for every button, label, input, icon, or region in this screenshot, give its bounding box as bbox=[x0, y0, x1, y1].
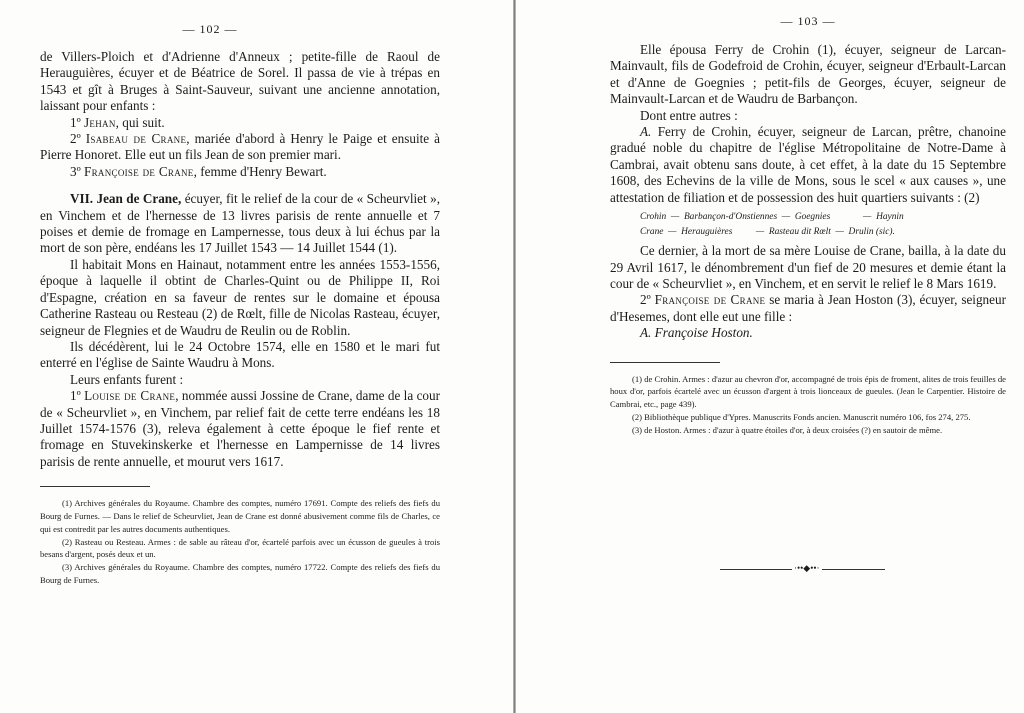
footnote: (3) de Hoston. Armes : d'azur à quatre étoiles d'or, à deux croisées (?) en sautoir de même. bbox=[632, 424, 943, 435]
list-item: 1º Louise de Crane, nommée aussi Jossine de Crane, dame de la cour de « Scheurvliet », en Vinchem, par relief fait de cette terre endéans les 18 Juillet 1574-1576 (3), releva également à cette époque le fief rente et fromage en Stuvekinskerke et l'hernesse en Lampernisse de 14 livres parisis de rente annuelle, et mourut vers 1617. bbox=[40, 388, 441, 469]
footnotes bbox=[610, 373, 1006, 437]
page-number: — 102 — bbox=[182, 22, 238, 36]
paragraph: Dont entre autres : bbox=[640, 107, 738, 123]
section-heading: VII. Jean de Crane, bbox=[70, 191, 182, 207]
paragraph: Leurs enfants furent : bbox=[70, 371, 184, 387]
footnote: (1) de Crohin. Armes : d'azur au chevron d'or, accompagné de trois épis de froment, alites de trois feuilles de houx d'or, parfois écartelé avec un écusson d'argent à trois lionceaux de gueules. (Jean le Carpentier. Histoire de Cambrai, etc., page 439). bbox=[610, 373, 1006, 410]
list-item: 2º Françoise de Crane se maria à Jean Hoston (3), écuyer, seigneur d'Hesemes, dont elle eut une fille : bbox=[610, 292, 1006, 324]
book-gutter bbox=[513, 0, 516, 713]
paragraph: Ce dernier, à la mort de sa mère Louise de Crane, bailla, à la date du 29 Avril 1617, le dénombrement d'un fief de 20 mesures et demie étant la cour de « Scheurvliet », en Vinchem, et en servit le relief le 8 Mars 1619. bbox=[610, 243, 1006, 292]
quarters-row: Crane — Herauguières — Rasteau dit Rœlt — Drulin (sic). bbox=[640, 226, 895, 237]
footnotes bbox=[40, 497, 440, 587]
end-ornament bbox=[720, 563, 885, 573]
footnote: (2) Rasteau ou Resteau. Armes : de sable au râteau d'or, écartelé parfois avec un écusson de gueules à trois besans d'argent, posés deux et un. bbox=[40, 536, 440, 560]
paragraph: Il habitait Mons en Hainaut, notamment entre les années 1553-1556, époque à laquelle il obtint de Charles-Quint ou de Philippe II, Roi d'Espagne, création en sa faveur de rentes sur le domaine et épousa Catherine Rasteau ou Resteau (2) de Rœlt, fille de Nicolas Rasteau, écuyer, seigneur de Flegnies et de Waudru de Reulin ou de Roblin. bbox=[40, 256, 440, 338]
list-item: 2º Isabeau de Crane, mariée d'abord à Henry le Paige et ensuite à Pierre Honoret. Elle eut un fils Jean de son premier mari. bbox=[40, 131, 441, 163]
footnote-rule bbox=[610, 362, 720, 363]
right-page-body bbox=[610, 42, 1006, 437]
footnote-rule bbox=[40, 486, 150, 487]
section-paragraph: VII. Jean de Crane, écuyer, fit le relief de la cour de « Scheurvliet », en Vinchem et de l'hernesse de 13 livres parisis de rente annuelle et 7 poises et demie de fromage en Lampernesse, tous deux à lui échus par la mort de son père, endéans les 17 Juillet 1543 — 14 Juillet 1544 (1). bbox=[40, 191, 440, 256]
list-item: A. Françoise Hoston. bbox=[640, 325, 753, 341]
footnote: (2) Bibliothèque publique d'Ypres. Manuscrits Fonds ancien. Manuscrit numéro 106, fos 274, 275. bbox=[632, 412, 971, 423]
left-page-body bbox=[40, 49, 440, 587]
paragraph: de Villers-Ploich et d'Adrienne d'Anneux ; petite-fille de Raoul de Herauguières, écuyer et de Béatrice de Sorel. Il passa de vie à trépas en 1543 et gît à Bruges à Saint-Sauveur, suivant une ancienne annotation, laissant pour enfants : bbox=[40, 49, 440, 114]
list-item: A. Ferry de Crohin, écuyer, seigneur de Larcan, prêtre, chanoine gradué noble du chapitre de l'église Métropolitaine de Notre-Dame à Cambrai, avait obtenu sans doute, à cet effet, à la date du 15 Septembre 1608, des Echevins de la ville de Mons, sous le scel « aux causes », une attestation de filiation et de possession des huit quartiers suivants : (2) bbox=[610, 124, 1006, 205]
ornament-glyph: ·••◆••· bbox=[794, 563, 820, 573]
page-number: — 103 — bbox=[780, 14, 836, 28]
list-item: 1º Jehan, qui suit. bbox=[70, 114, 165, 130]
footnote: (1) Archives générales du Royaume. Chambre des comptes, numéro 17691. Compte des reliefs des fiefs du Bourg de Furnes. — Dans le relief de Scheurvliet, Jean de Crane est donné abusivement comme fils de Charles, ce qui est contredit par les autres documents authentiques. bbox=[40, 498, 440, 534]
paragraph: Elle épousa Ferry de Crohin (1), écuyer, seigneur de Larcan-Mainvault, fils de Godefroid de Crohin, écuyer, seigneur d'Erbault-Larcan et d'Anne de Goegnies ; petit-fils de Georges, écuyer, seigneur de Mainvault-Larcan et de Waudru de Barbançon. bbox=[610, 42, 1006, 107]
quarters-row: Crohin — Barbançon-d'Onstiennes — Goegnies — Haynin bbox=[640, 212, 904, 223]
left-page bbox=[40, 0, 440, 713]
footnote: (3) Archives générales du Royaume. Chambre des comptes, numéro 17722. Compte des reliefs des fiefs du Bourg de Furnes. bbox=[40, 562, 440, 585]
right-page bbox=[610, 0, 1006, 713]
paragraph: Ils décédèrent, lui le 24 Octobre 1574, elle en 1580 et le mari fut enterré en l'église de Sainte Waudru à Mons. bbox=[40, 338, 440, 371]
list-item: 3º Françoise de Crane, femme d'Henry Bewart. bbox=[70, 163, 327, 179]
quarters-table bbox=[640, 210, 1006, 239]
